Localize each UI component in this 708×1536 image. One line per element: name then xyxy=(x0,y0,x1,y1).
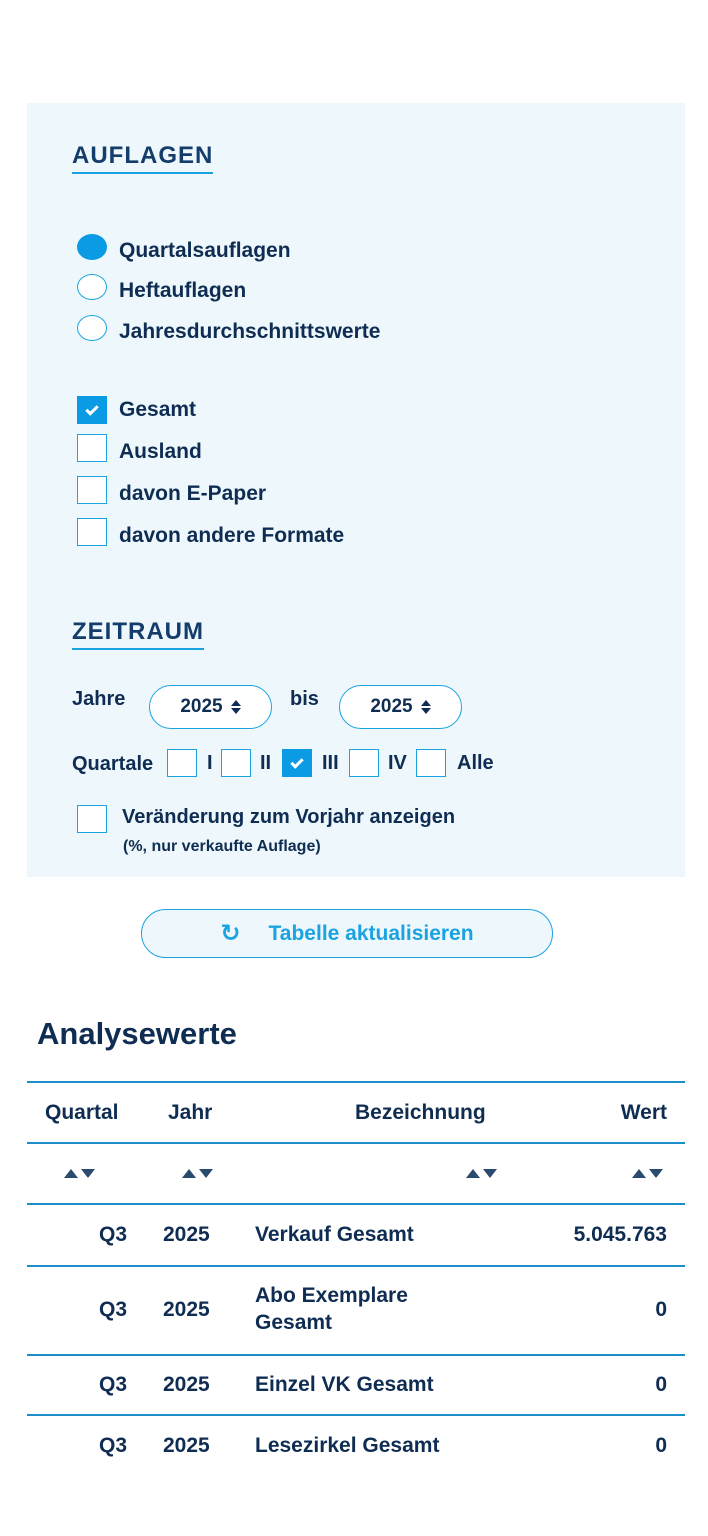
quarter-checkbox-ii[interactable] xyxy=(221,749,251,777)
radio-label: Heftauflagen xyxy=(119,279,247,302)
cell-wert: 5.045.763 xyxy=(573,1223,667,1246)
sort-wert-icon[interactable] xyxy=(632,1169,663,1178)
checkbox-icon[interactable] xyxy=(77,434,107,462)
cell-quartal: Q3 xyxy=(98,1373,127,1396)
table-divider xyxy=(27,1081,685,1083)
quarter-label-iv: IV xyxy=(388,752,407,774)
sort-bezeichnung-icon[interactable] xyxy=(466,1169,497,1178)
cell-jahr: 2025 xyxy=(163,1298,210,1321)
cell-jahr: 2025 xyxy=(163,1223,210,1246)
sort-jahr-icon[interactable] xyxy=(182,1169,213,1178)
checkbox-ausland[interactable] xyxy=(77,433,202,463)
quarter-checkbox-iii[interactable] xyxy=(282,749,312,777)
cell-quartal: Q3 xyxy=(98,1298,127,1321)
from-year-select[interactable] xyxy=(149,685,272,729)
cell-wert: 0 xyxy=(655,1298,667,1321)
quarter-checkbox-alle[interactable] xyxy=(416,749,446,777)
cell-quartal: Q3 xyxy=(98,1434,127,1457)
quartale-label: Quartale xyxy=(72,753,154,775)
veraenderung-checkbox[interactable] xyxy=(77,805,107,833)
radio-jahresdurchschnittswerte[interactable] xyxy=(77,313,380,343)
checkbox-icon[interactable] xyxy=(77,476,107,504)
radio-label: Quartalsauflagen xyxy=(119,239,291,262)
checkbox-andere-formate[interactable] xyxy=(77,517,344,547)
to-year-select[interactable] xyxy=(339,685,462,729)
cell-wert: 0 xyxy=(655,1373,667,1396)
col-header-jahr[interactable]: Jahr xyxy=(168,1101,213,1124)
jahre-label: Jahre xyxy=(72,688,126,710)
select-arrows-icon xyxy=(421,700,431,714)
analysewerte-heading: Analysewerte xyxy=(37,1016,237,1051)
veraenderung-label: Veränderung zum Vorjahr anzeigen xyxy=(122,806,456,828)
auflagen-title: AUFLAGEN xyxy=(72,143,213,174)
checkbox-checked-icon[interactable] xyxy=(77,396,107,424)
table-divider xyxy=(27,1414,685,1416)
tabelle-aktualisieren-button[interactable] xyxy=(141,909,553,958)
refresh-icon: ↻ xyxy=(220,919,241,947)
col-header-quartal[interactable]: Quartal xyxy=(45,1101,119,1124)
checkbox-label: davon E-Paper xyxy=(119,482,267,505)
veraenderung-note: (%, nur verkaufte Auflage) xyxy=(123,838,321,855)
table-divider xyxy=(27,1203,685,1205)
select-arrows-icon xyxy=(231,700,241,714)
cell-bezeichnung-line2: Gesamt xyxy=(255,1311,333,1334)
refresh-button-label: Tabelle aktualisieren xyxy=(268,921,474,945)
radio-icon[interactable] xyxy=(77,274,107,300)
quarter-checkbox-iv[interactable] xyxy=(349,749,379,777)
bis-label: bis xyxy=(290,688,319,710)
quarter-checkbox-i[interactable] xyxy=(167,749,197,777)
table-divider xyxy=(27,1142,685,1144)
cell-jahr: 2025 xyxy=(163,1373,210,1396)
cell-jahr: 2025 xyxy=(163,1434,210,1457)
radio-heftauflagen[interactable] xyxy=(77,272,246,302)
cell-bezeichnung: Verkauf Gesamt xyxy=(255,1223,414,1246)
checkbox-e-paper[interactable] xyxy=(77,475,266,505)
table-divider xyxy=(27,1354,685,1356)
radio-icon[interactable] xyxy=(77,315,107,341)
to-year-value: 2025 xyxy=(370,696,413,717)
checkbox-icon[interactable] xyxy=(77,518,107,546)
quarter-label-alle: Alle xyxy=(457,752,494,774)
quarter-label-iii: III xyxy=(322,752,339,774)
checkbox-label: Ausland xyxy=(119,440,202,463)
sort-quartal-icon[interactable] xyxy=(64,1169,95,1178)
table-divider xyxy=(27,1265,685,1267)
cell-bezeichnung: Einzel VK Gesamt xyxy=(255,1373,434,1396)
col-header-bezeichnung[interactable]: Bezeichnung xyxy=(355,1101,486,1124)
radio-quartalsauflagen[interactable] xyxy=(77,232,291,262)
checkbox-label: davon andere Formate xyxy=(119,524,345,547)
cell-wert: 0 xyxy=(655,1434,667,1457)
cell-bezeichnung: Lesezirkel Gesamt xyxy=(255,1434,440,1457)
from-year-value: 2025 xyxy=(180,696,223,717)
checkbox-gesamt[interactable] xyxy=(77,395,196,425)
checkbox-label: Gesamt xyxy=(119,398,197,421)
cell-quartal: Q3 xyxy=(98,1223,127,1246)
quarter-label-i: I xyxy=(207,752,213,774)
cell-bezeichnung: Abo Exemplare xyxy=(255,1284,408,1307)
col-header-wert[interactable]: Wert xyxy=(620,1101,667,1124)
radio-selected-icon[interactable] xyxy=(77,234,107,260)
zeitraum-title: ZEITRAUM xyxy=(72,619,204,650)
quarter-label-ii: II xyxy=(260,752,272,774)
radio-label: Jahresdurchschnittswerte xyxy=(119,320,381,343)
